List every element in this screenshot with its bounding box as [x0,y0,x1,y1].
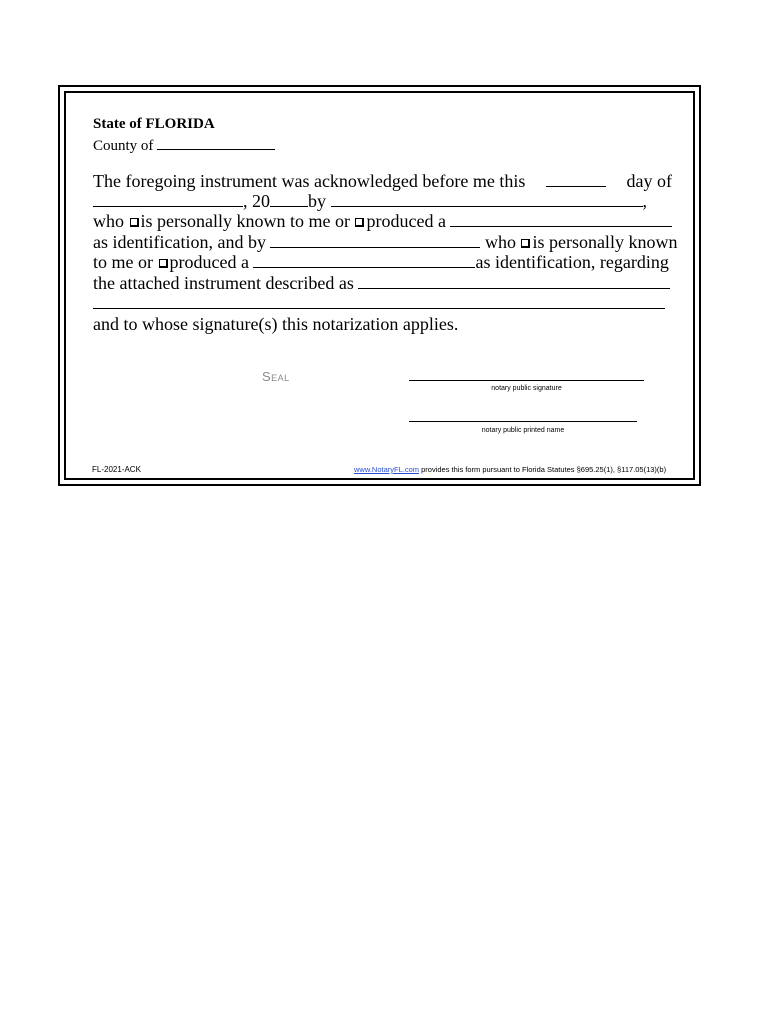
form-outer-border [58,85,701,486]
checkbox-icon[interactable] [159,259,168,268]
para-line-5 [93,252,672,272]
para-line-1 [93,171,672,191]
para-text: The foregoing instrument was acknowledged before me this [93,171,526,191]
checkbox-icon[interactable] [130,218,139,227]
day-blank[interactable] [546,171,606,187]
month-blank[interactable] [93,191,243,207]
notaryfl-link[interactable]: www.NotaryFL.com [354,465,420,474]
instrument-description-blank-2[interactable] [93,293,665,309]
second-id-type-blank[interactable] [253,252,475,268]
notary-acknowledgment-form [64,91,695,480]
para-text: day of [626,171,672,191]
form-code: FL-2021-ACK [92,465,141,474]
para-text: produced a [169,252,249,272]
printed-name-line[interactable] [409,421,637,422]
para-text: , 20 [243,191,270,211]
para-line-7 [93,293,672,313]
para-line-3 [93,211,672,231]
footer-statute [354,465,666,474]
para-line-6 [93,273,672,293]
para-text: the attached instrument described as [93,273,354,293]
para-text: to me or [93,252,153,272]
second-signer-blank[interactable] [270,232,480,248]
year-blank[interactable] [270,191,308,207]
para-text: as identification, regarding [475,252,669,272]
para-text: who [93,211,124,231]
id-type-blank[interactable] [450,211,672,227]
para-line-8: and to whose signature(s) this notarization applies. [93,314,459,334]
printed-name-caption: notary public printed name [481,427,565,434]
signer-name-blank[interactable] [331,191,643,207]
seal-label: Seal [262,369,290,384]
para-text: as identification, and by [93,232,266,252]
para-line-2 [93,191,672,211]
county-line [93,134,275,155]
para-text: is personally known to me or [140,211,350,231]
signature-caption: notary public signature [491,385,562,392]
statute-text: provides this form pursuant to Florida Statutes §695.25(1), §117.05(13)(b) [421,465,667,474]
signature-line[interactable] [409,380,644,381]
para-line-4 [93,232,678,252]
para-text: who [484,232,516,252]
state-heading: State of FLORIDA [93,116,215,132]
county-blank[interactable] [157,134,275,150]
instrument-description-blank[interactable] [358,273,670,289]
para-text: , [642,191,647,211]
county-label: County of [93,138,154,154]
checkbox-icon[interactable] [521,239,530,248]
para-text: produced a [366,211,446,231]
para-text: is personally known [532,232,678,252]
para-text: by [308,191,326,211]
checkbox-icon[interactable] [355,218,364,227]
